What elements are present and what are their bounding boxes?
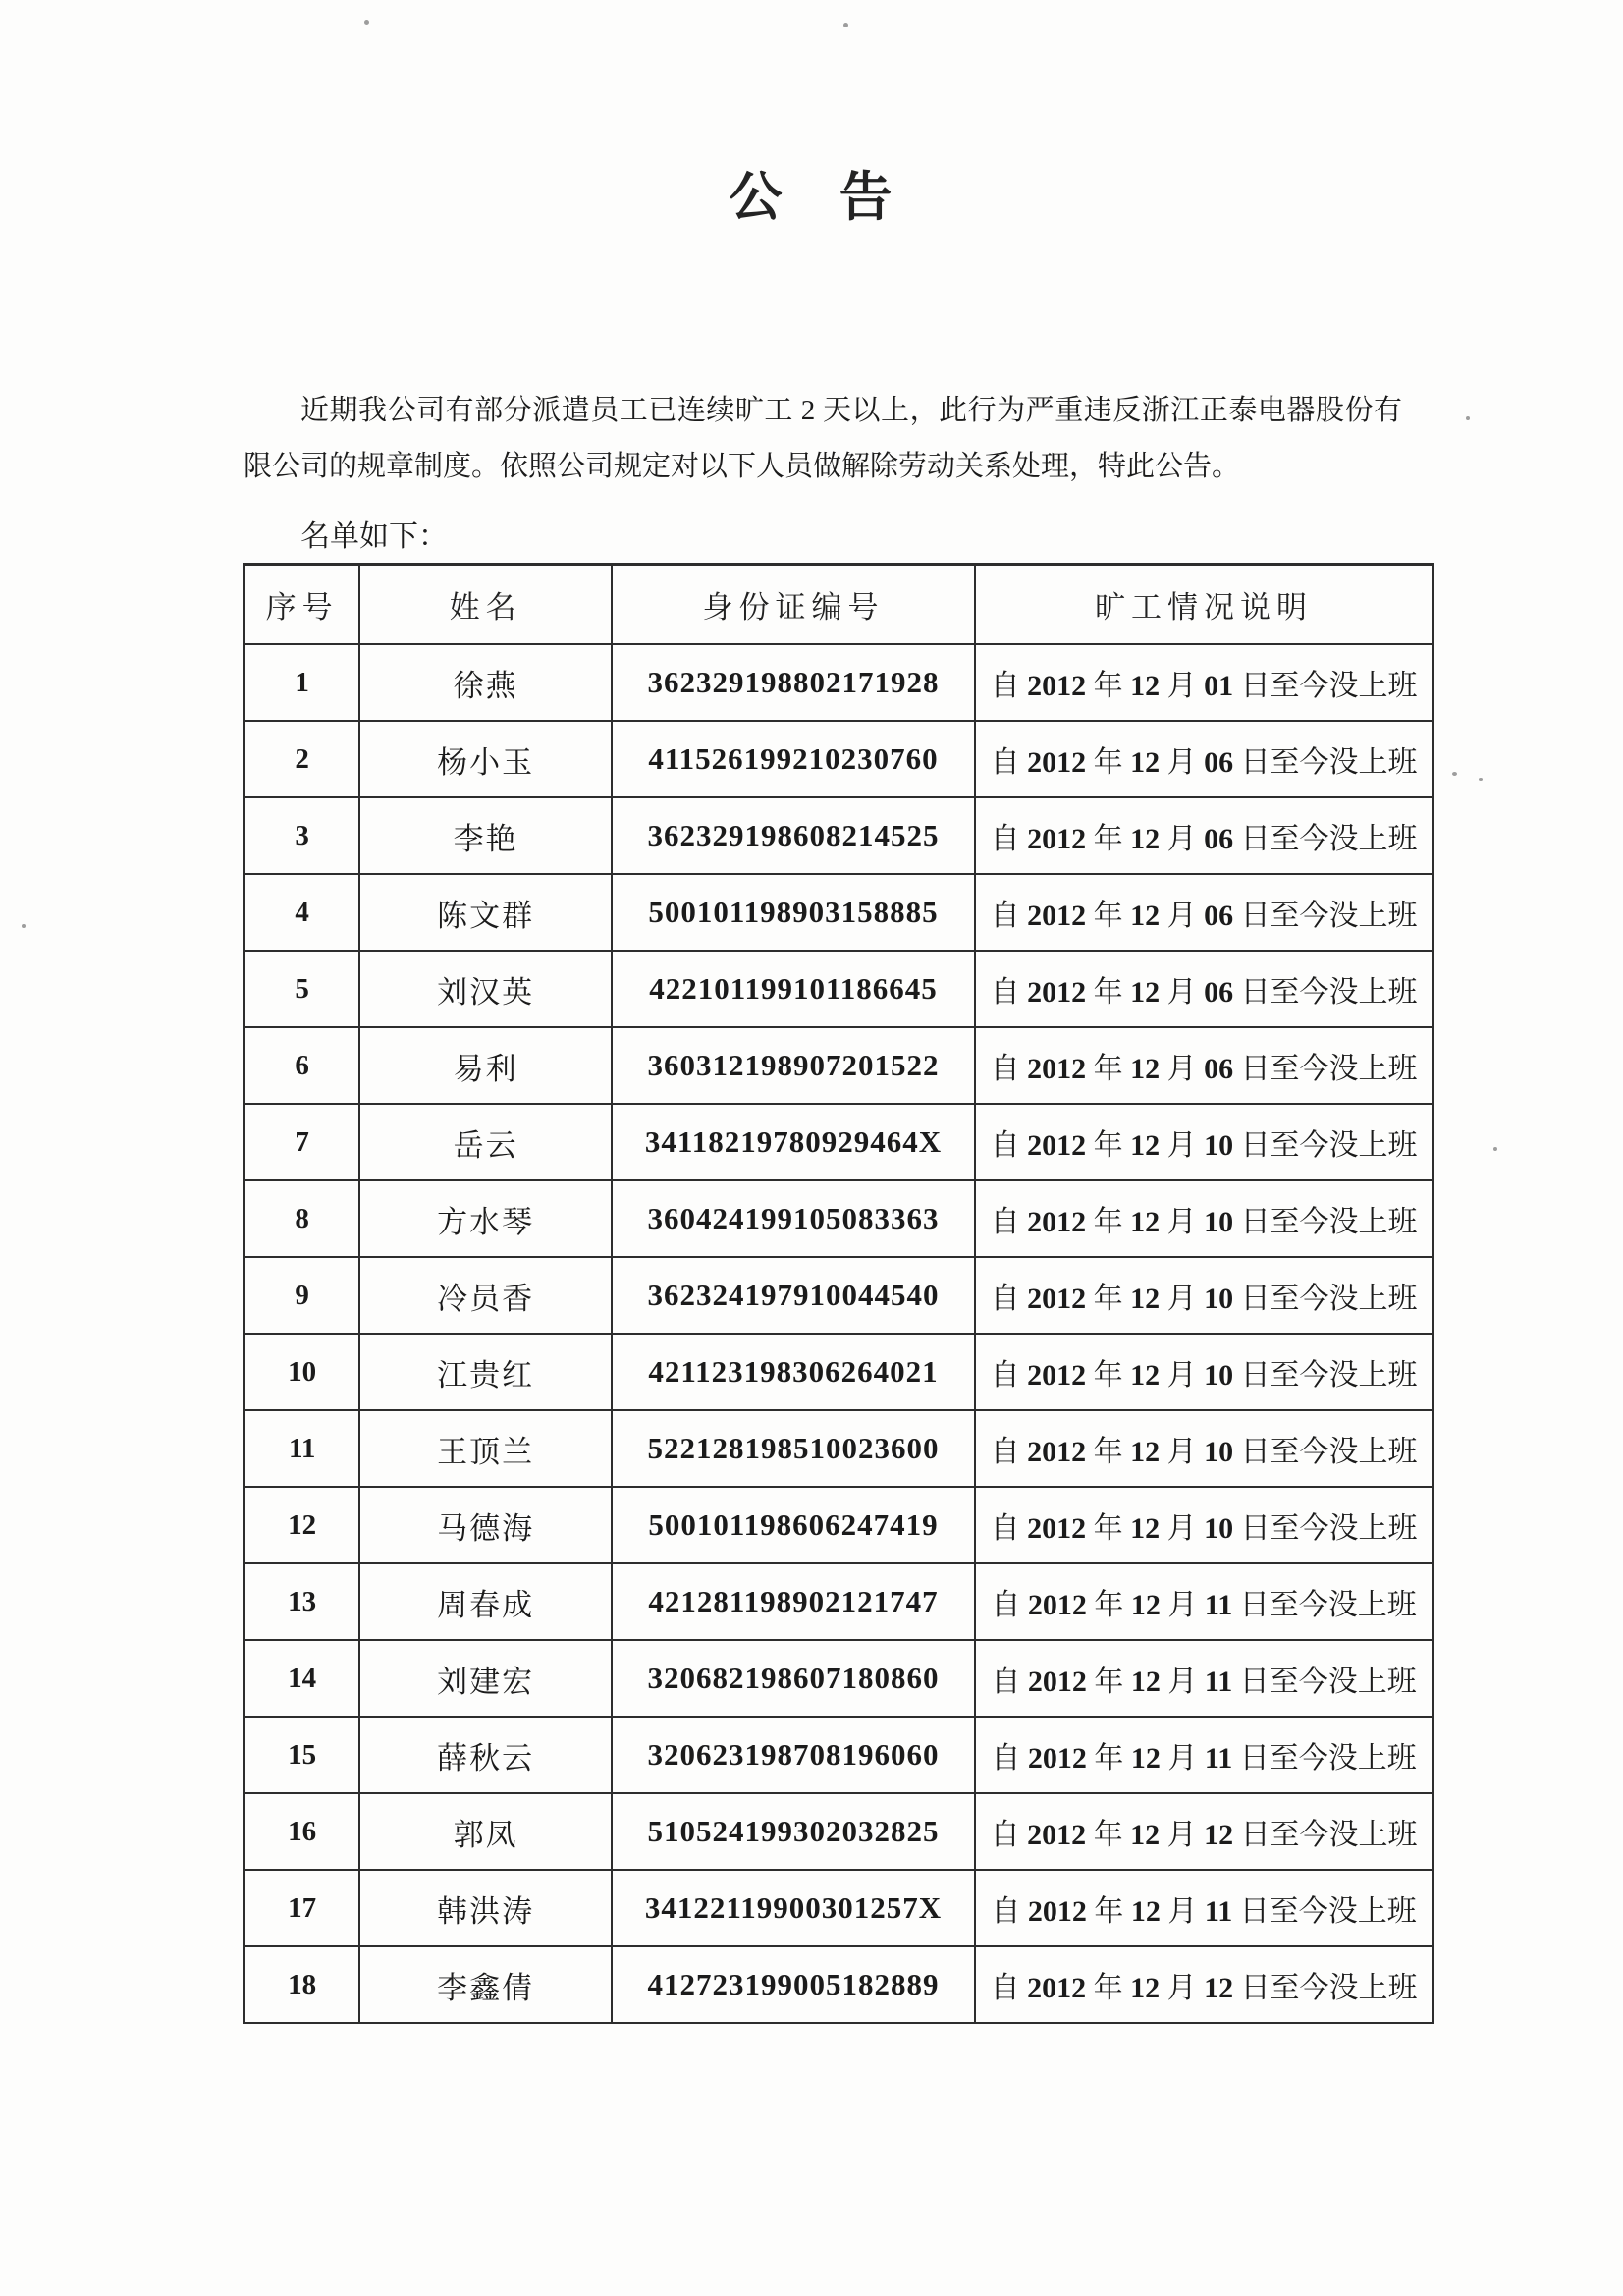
scan-speck xyxy=(1493,1147,1497,1151)
id-number-cell: 320682198607180860 xyxy=(612,1640,975,1717)
name-cell: 郭凤 xyxy=(359,1793,612,1870)
table-row xyxy=(244,1793,1433,1870)
seq-cell: 10 xyxy=(244,1334,359,1410)
seq-cell: 17 xyxy=(244,1870,359,1946)
seq-cell: 12 xyxy=(244,1487,359,1563)
name-cell: 马德海 xyxy=(359,1487,612,1563)
name-cell: 徐燕 xyxy=(359,644,612,721)
absence-table xyxy=(243,563,1434,2024)
seq-cell: 5 xyxy=(244,951,359,1027)
name-cell: 陈文群 xyxy=(359,874,612,951)
name-cell: 薛秋云 xyxy=(359,1717,612,1793)
table-row xyxy=(244,874,1433,951)
absence-table-body xyxy=(244,644,1433,2023)
seq-cell: 15 xyxy=(244,1717,359,1793)
table-row xyxy=(244,1487,1433,1563)
header-seq: 序号 xyxy=(244,565,359,645)
header-id-number: 身份证编号 xyxy=(612,565,975,645)
header-name: 姓名 xyxy=(359,565,612,645)
table-row xyxy=(244,1946,1433,2023)
seq-cell: 8 xyxy=(244,1180,359,1257)
absence-cell: 自 2012 年 12 月 06 日至今没上班 xyxy=(975,1027,1433,1104)
absence-cell: 自 2012 年 12 月 11 日至今没上班 xyxy=(975,1640,1433,1717)
seq-cell: 11 xyxy=(244,1410,359,1487)
absence-cell: 自 2012 年 12 月 10 日至今没上班 xyxy=(975,1334,1433,1410)
name-cell: 岳云 xyxy=(359,1104,612,1180)
absence-cell: 自 2012 年 12 月 11 日至今没上班 xyxy=(975,1563,1433,1640)
name-cell: 刘建宏 xyxy=(359,1640,612,1717)
id-number-cell: 510524199302032825 xyxy=(612,1793,975,1870)
id-number-cell: 500101198606247419 xyxy=(612,1487,975,1563)
id-number-cell: 34122119900301257X xyxy=(612,1870,975,1946)
notice-paragraph: 近期我公司有部分派遣员工已连续旷工 2 天以上，此行为严重违反浙江正泰电器股份有限公司的规章制度。依照公司规定对以下人员做解除劳动关系处理，特此公告。 xyxy=(243,395,1402,482)
list-intro: 名单如下： xyxy=(300,520,448,553)
name-cell: 王顶兰 xyxy=(359,1410,612,1487)
absence-cell: 自 2012 年 12 月 12 日至今没上班 xyxy=(975,1793,1433,1870)
name-cell: 易利 xyxy=(359,1027,612,1104)
name-cell: 李艳 xyxy=(359,797,612,874)
scan-speck xyxy=(1479,778,1483,781)
name-cell: 杨小玉 xyxy=(359,721,612,797)
scan-speck xyxy=(22,924,26,928)
id-number-cell: 500101198903158885 xyxy=(612,874,975,951)
id-number-cell: 362329198608214525 xyxy=(612,797,975,874)
table-row xyxy=(244,1334,1433,1410)
seq-cell: 18 xyxy=(244,1946,359,2023)
id-number-cell: 421281198902121747 xyxy=(612,1563,975,1640)
id-number-cell: 421123198306264021 xyxy=(612,1334,975,1410)
table-row xyxy=(244,1870,1433,1946)
absence-cell: 自 2012 年 12 月 10 日至今没上班 xyxy=(975,1257,1433,1334)
seq-cell: 6 xyxy=(244,1027,359,1104)
id-number-cell: 411526199210230760 xyxy=(612,721,975,797)
seq-cell: 14 xyxy=(244,1640,359,1717)
table-row xyxy=(244,797,1433,874)
seq-cell: 1 xyxy=(244,644,359,721)
id-number-cell: 362329198802171928 xyxy=(612,644,975,721)
id-number-cell: 320623198708196060 xyxy=(612,1717,975,1793)
absence-cell: 自 2012 年 12 月 11 日至今没上班 xyxy=(975,1870,1433,1946)
seq-cell: 2 xyxy=(244,721,359,797)
name-cell: 周春成 xyxy=(359,1563,612,1640)
absence-cell: 自 2012 年 12 月 10 日至今没上班 xyxy=(975,1487,1433,1563)
seq-cell: 9 xyxy=(244,1257,359,1334)
seq-cell: 3 xyxy=(244,797,359,874)
table-row xyxy=(244,1410,1433,1487)
seq-cell: 13 xyxy=(244,1563,359,1640)
absence-cell: 自 2012 年 12 月 06 日至今没上班 xyxy=(975,721,1433,797)
id-number-cell: 362324197910044540 xyxy=(612,1257,975,1334)
table-header-row xyxy=(244,565,1433,645)
table-row xyxy=(244,1717,1433,1793)
name-cell: 韩洪涛 xyxy=(359,1870,612,1946)
id-number-cell: 522128198510023600 xyxy=(612,1410,975,1487)
absence-cell: 自 2012 年 12 月 06 日至今没上班 xyxy=(975,951,1433,1027)
id-number-cell: 360424199105083363 xyxy=(612,1180,975,1257)
id-number-cell: 34118219780929464X xyxy=(612,1104,975,1180)
absence-cell: 自 2012 年 12 月 10 日至今没上班 xyxy=(975,1180,1433,1257)
absence-cell: 自 2012 年 12 月 10 日至今没上班 xyxy=(975,1410,1433,1487)
seq-cell: 4 xyxy=(244,874,359,951)
seq-cell: 7 xyxy=(244,1104,359,1180)
table-row xyxy=(244,721,1433,797)
scan-speck xyxy=(843,23,848,27)
table-row xyxy=(244,1104,1433,1180)
id-number-cell: 412723199005182889 xyxy=(612,1946,975,2023)
page-title: 公 告 xyxy=(729,168,894,227)
absence-cell: 自 2012 年 12 月 11 日至今没上班 xyxy=(975,1717,1433,1793)
table-row xyxy=(244,1563,1433,1640)
table-row xyxy=(244,951,1433,1027)
scan-speck xyxy=(1452,772,1457,776)
name-cell: 李鑫倩 xyxy=(359,1946,612,2023)
name-cell: 刘汉英 xyxy=(359,951,612,1027)
name-cell: 冷员香 xyxy=(359,1257,612,1334)
scan-speck xyxy=(1466,416,1470,420)
id-number-cell: 360312198907201522 xyxy=(612,1027,975,1104)
id-number-cell: 422101199101186645 xyxy=(612,951,975,1027)
absence-cell: 自 2012 年 12 月 06 日至今没上班 xyxy=(975,874,1433,951)
name-cell: 方水琴 xyxy=(359,1180,612,1257)
table-row xyxy=(244,1640,1433,1717)
absence-cell: 自 2012 年 12 月 10 日至今没上班 xyxy=(975,1104,1433,1180)
name-cell: 江贵红 xyxy=(359,1334,612,1410)
absence-cell: 自 2012 年 12 月 06 日至今没上班 xyxy=(975,797,1433,874)
table-row xyxy=(244,1257,1433,1334)
table-row xyxy=(244,1027,1433,1104)
header-absence: 旷工情况说明 xyxy=(975,565,1433,645)
absence-cell: 自 2012 年 12 月 12 日至今没上班 xyxy=(975,1946,1433,2023)
table-row xyxy=(244,1180,1433,1257)
absence-cell: 自 2012 年 12 月 01 日至今没上班 xyxy=(975,644,1433,721)
scan-speck xyxy=(364,20,369,25)
seq-cell: 16 xyxy=(244,1793,359,1870)
table-row xyxy=(244,644,1433,721)
